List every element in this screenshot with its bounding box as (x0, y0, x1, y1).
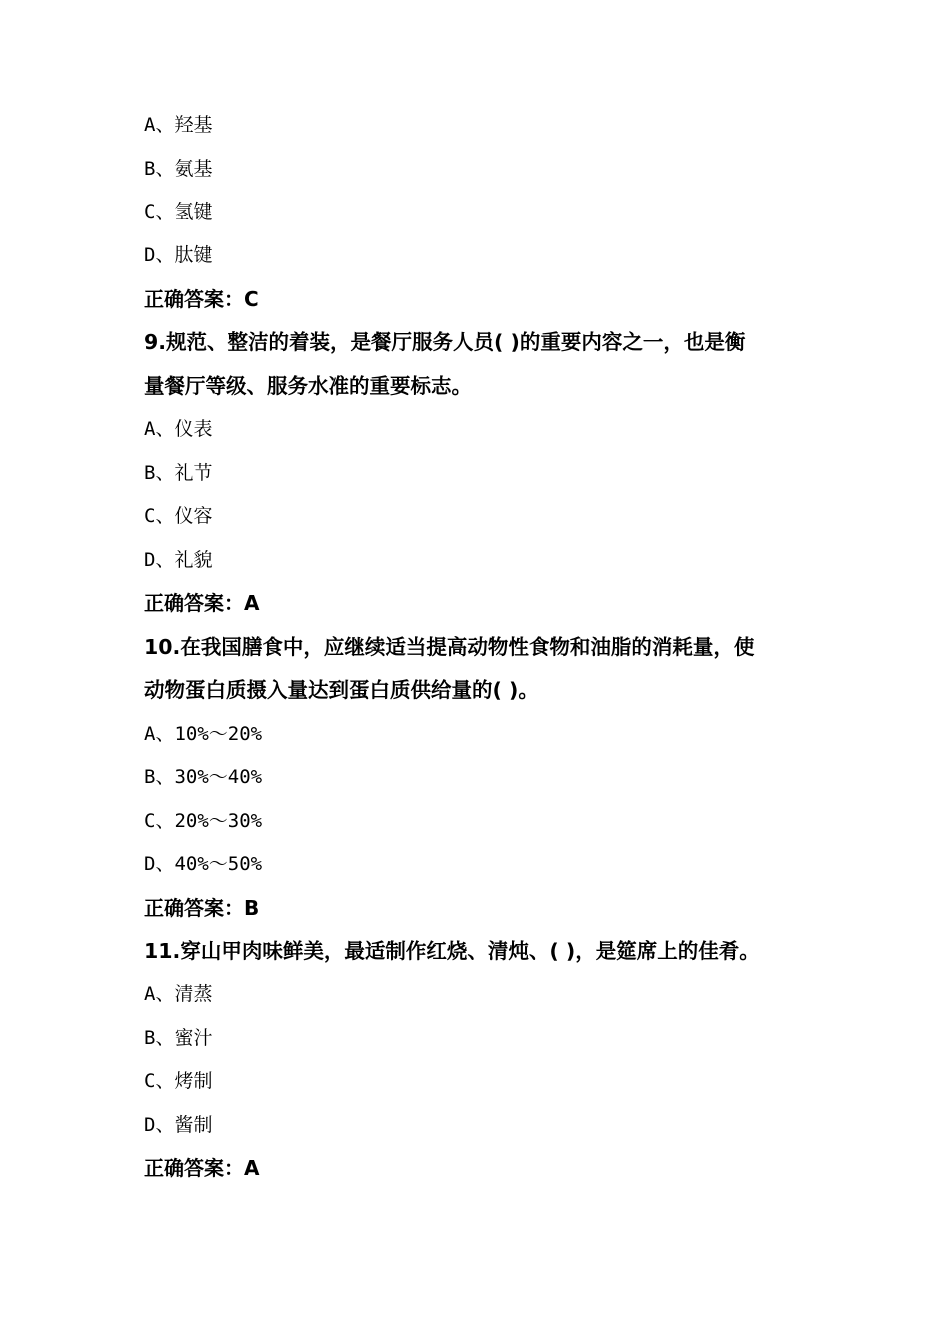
correct-answer: 正确答案：A (144, 1156, 260, 1180)
question-text: 动物蛋白质摄入量达到蛋白质供给量的( )。 (144, 678, 539, 702)
question-text: 9.规范、整洁的着装，是餐厅服务人员( )的重要内容之一，也是衡 (144, 330, 746, 354)
option-a: A、清蒸 (144, 983, 213, 1005)
correct-answer: 正确答案：A (144, 591, 260, 615)
option-b: B、30%～40% (144, 766, 263, 788)
option-c: C、仪容 (144, 505, 213, 527)
question-text: 10.在我国膳食中，应继续适当提高动物性食物和油脂的消耗量，使 (144, 635, 755, 659)
question-text: 量餐厅等级、服务水准的重要标志。 (144, 374, 472, 398)
option-a: A、10%～20% (144, 723, 263, 745)
option-c: C、氢键 (144, 201, 213, 223)
question-text: 11.穿山甲肉味鲜美，最适制作红烧、清炖、( )，是筵席上的佳肴。 (144, 939, 760, 963)
option-d: D、礼貌 (144, 549, 213, 571)
option-b: B、氨基 (144, 158, 213, 180)
option-b: B、蜜汁 (144, 1027, 213, 1049)
correct-answer: 正确答案：B (144, 896, 260, 920)
option-d: D、40%～50% (144, 853, 263, 875)
option-a: A、羟基 (144, 114, 213, 136)
option-d: D、肽键 (144, 244, 213, 266)
option-b: B、礼节 (144, 462, 213, 484)
option-c: C、20%～30% (144, 810, 263, 832)
option-a: A、仪表 (144, 418, 213, 440)
option-c: C、烤制 (144, 1070, 213, 1092)
correct-answer: 正确答案：C (144, 287, 259, 311)
option-d: D、酱制 (144, 1114, 213, 1136)
